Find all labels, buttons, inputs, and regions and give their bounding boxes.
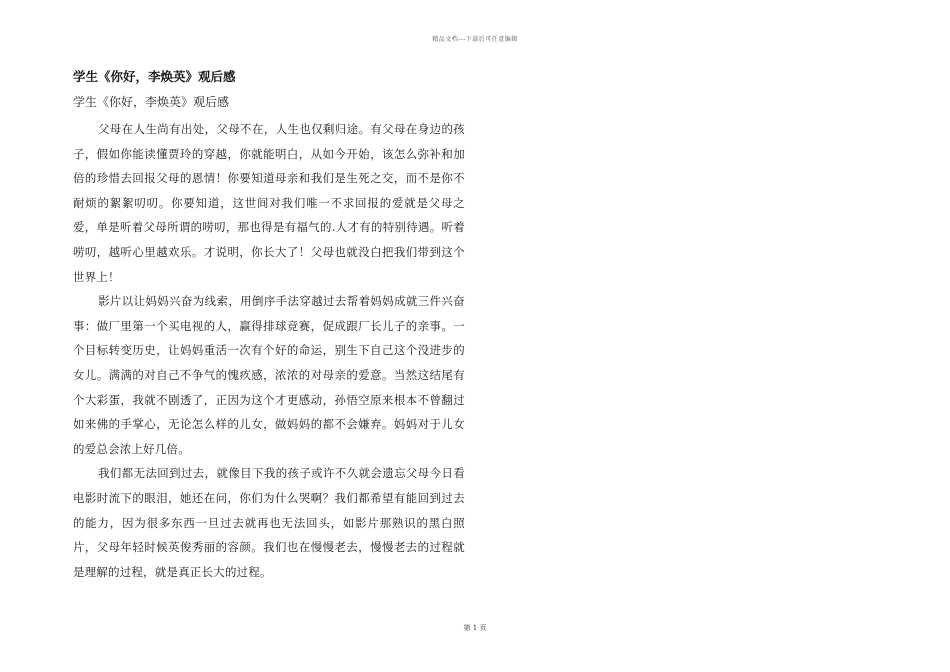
- header-note: 精品文档---下载后可任意编辑: [432, 36, 518, 43]
- paragraph-2: 影片以让妈妈兴奋为线索，用倒序手法穿越过去帮着妈妈成就三件兴奋事：做厂里第一个买电视的人，赢得排球竞赛，促成跟厂长儿子的亲事。一个目标转变历史，让妈妈重活一次有个好的命运，别生下自己这个没进步的女儿。满满的对自己不争气的愧疚感，浓浓的对母亲的爱意。当然这结尾有个大彩蛋，我就不剧透了，正因为这个才更感动，孙悟空原来根本不曾翻过如来佛的手掌心，无论怎么样的儿女，做妈妈的都不会嫌弃。妈妈对于儿女的爱总会浓上好几倍。: [73, 294, 465, 456]
- document-title: 学生《你好，李焕英》观后感: [73, 69, 236, 84]
- page-number: 第 1 页: [463, 624, 487, 632]
- paragraph-3: 我们都无法回到过去，就像目下我的孩子或许不久就会遗忘父母今日看电影时流下的眼泪，她还在问，你们为什么哭啊？我们都希望有能回到过去的能力，因为很多东西一旦过去就再也无法回头，如影片那熟识的黑白照片，父母年轻时候英俊秀丽的容颜。我们也在慢慢老去，慢慢老去的过程就是理解的过程，就是真正长大的过程。: [73, 466, 465, 579]
- document-body: [73, 117, 465, 584]
- document-subtitle: 学生《你好，李焕英》观后感: [73, 95, 230, 109]
- paragraph-1: 父母在人生尚有出处，父母不在，人生也仅剩归途。有父母在身边的孩子，假如你能读懂贾玲的穿越，你就能明白，从如今开始，该怎么弥补和加倍的珍惜去回报父母的恩情！你要知道母亲和我们是生死之交，而不是你不耐烦的絮絮叨叨。你要知道，这世间对我们唯一不求回报的爱就是父母之爱，单是听着父母所谓的唠叨，那也得是有福气的.人才有的特别待遇。听着唠叨，越听心里越欢乐。才说明，你长大了！父母也就没白把我们带到这个世界上！: [73, 122, 465, 284]
